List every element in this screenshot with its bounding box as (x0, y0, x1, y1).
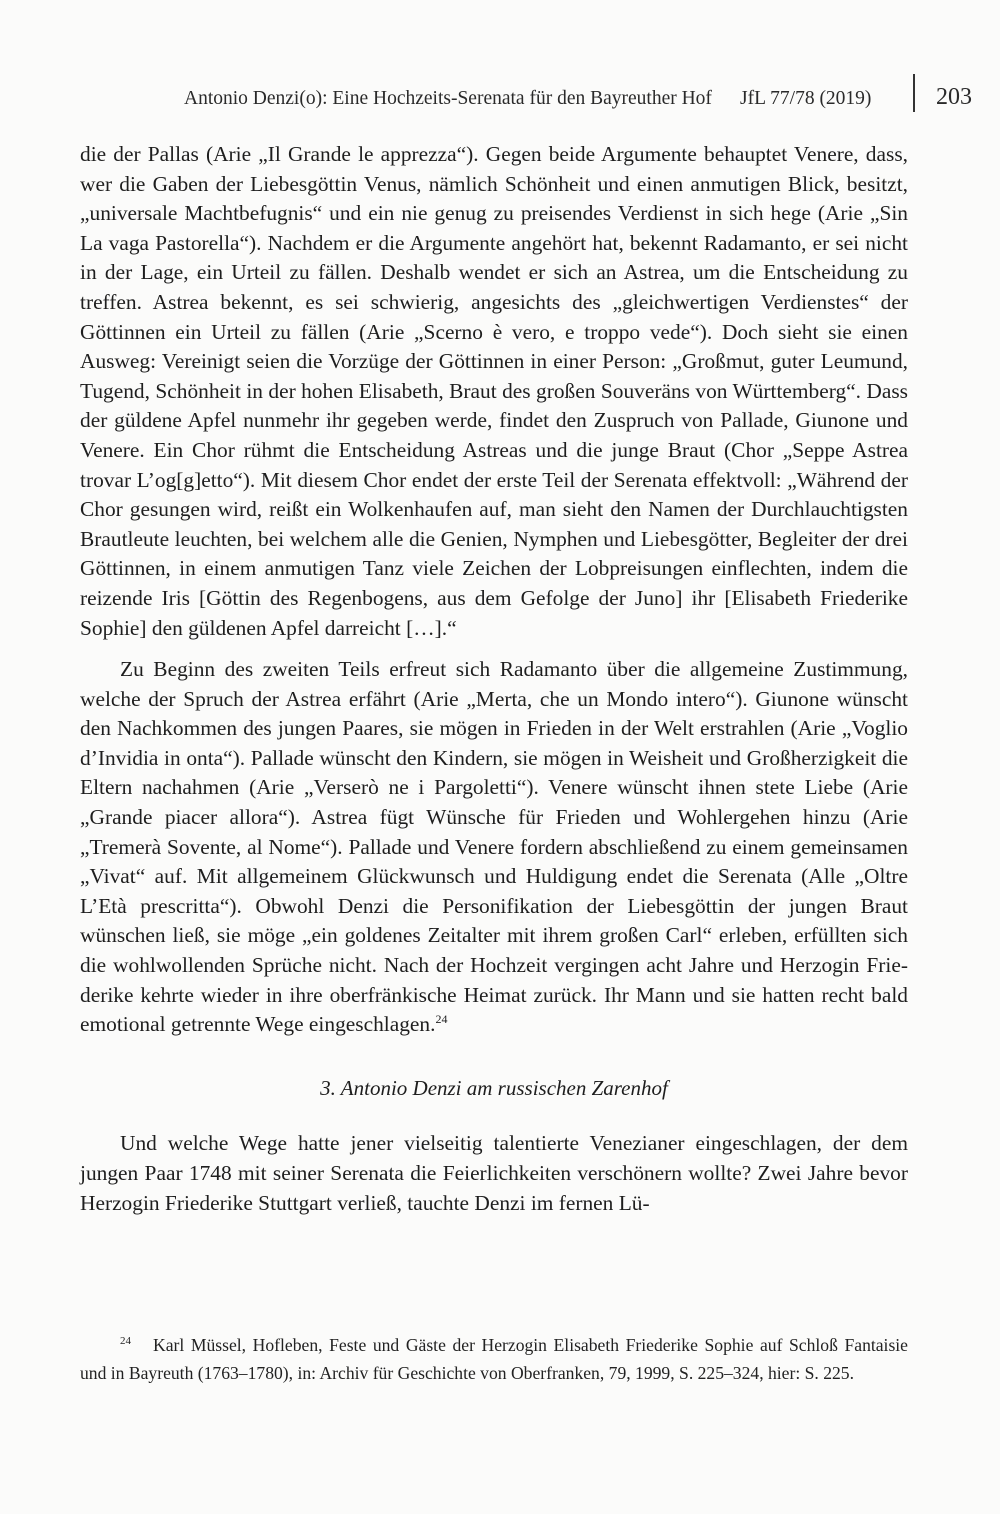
journal-citation: JfL 77/78 (2019) (740, 88, 872, 109)
paragraph-3 (80, 1129, 908, 1218)
footnote-number: 24 (120, 1335, 131, 1348)
footnote-24 (80, 1332, 908, 1387)
main-text (80, 140, 908, 1218)
paragraph-3-text: Und welche Wege hatte jener vielseitig talentierte Venezianer eingeschlagen, der dem jungen Paar 1748 mit seiner Serenata die Feierlichkeiten verschönern wollte? Zwei Jahre bevor Herzogin Friederike Stuttgart verließ, tauchte Denzi im fernen Lü- (80, 1131, 908, 1215)
header-divider (913, 74, 915, 112)
paragraph-2-text: Zu Beginn des zweiten Teils erfreut sich Radamanto über die allgemeine Zustimmung, welche der Spruch der Astrea erfährt (Arie „Merta, che un Mondo intero“). Giunone wünscht den Nachkommen des jungen Paares, sie mögen in Frieden in der Welt erstrahlen (Arie „Voglio d’Invidia in onta“). Pallade wünscht den Kindern, sie mögen in Weisheit und Großherzigkeit die Eltern nachahmen (Arie „Verserò ne i Pargoletti“). Venere wünscht ihnen stete Liebe (Arie „Grande piacer allora“). Astrea fügt Wünsche für Frieden und Wohlergehen hinzu (Arie „Tremerà Sovente, al Nome“). Pallade und Venere fordern abschließend zu einem gemeinsamen „Vivat“ auf. Mit allgemeinem Glückwunsch und Huldigung endet die Serenata (Alle „Oltre L’Età prescritta“). Obwohl Denzi die Personifikation der Liebesgöttin der jungen Braut wünschen ließ, sie möge „ein goldenes Zeitalter mit ihrem großen Carl“ erleben, erfüllten sich die wohlwollenden Sprüche nicht. Nach der Hochzeit vergingen acht Jahre und Herzogin Friederike kehrte wieder in ihre oberfränkische Heimat zurück. Ihr Mann und sie hatten recht bald emotional getrennte Wege eingeschlagen. (80, 657, 908, 1037)
section-heading: 3. Antonio Denzi am russischen Zarenhof (320, 1075, 668, 1100)
paragraph-2 (80, 655, 908, 1040)
running-title: Antonio Denzi(o): Eine Hochzeits-Serenata für den Bayreuther Hof (184, 88, 712, 109)
footnote-text: Karl Müssel, Hofleben, Feste und Gäste der Herzogin Elisabeth Friederike Sophie auf Schloß Fantaisie und in Bayreuth (1763–1780), in: Archiv für Geschichte von Oberfranken, 79, 1999, S. 225–324, hier: S. 225. (80, 1335, 908, 1383)
paragraph-1-text: die der Pallas (Arie „Il Grande le apprezza“). Gegen beide Argumente behauptet Venere, dass, wer die Gaben der Liebesgöttin Venus, nämlich Schönheit und einen anmutigen Blick, besitzt, „universale Machtbefugnis“ und ein nie genug zu preisendes Verdienst in sich hege (Arie „Sin La vaga Pastorella“). Nachdem er die Argumente angehört hat, bekennt Radamanto, er sei nicht in der Lage, ein Urteil zu fällen. Deshalb wendet er sich an Astrea, um die Entscheidung zu treffen. Astrea bekennt, es sei schwierig, angesichts des „gleichwertigen Verdienstes“ der Göttinnen ein Urteil zu fällen (Arie „Scerno è vero, e troppo vede“). Doch sieht sie einen Ausweg: Vereinigt seien die Vorzüge der Göttinnen in einer Person: „Großmut, guter Leumund, Tugend, Schönheit in der hohen Elisabeth, Braut des großen Souveräns von Württemberg“. Dass der güldene Apfel nunmehr ihr gegeben werde, findet den Zuspruch von Pallade, Giunone und Venere. Ein Chor rühmt die Entscheidung Astreas und die junge Braut (Chor „Seppe Astrea trovar L’og[g]etto“). Mit diesem Chor endet der erste Teil der Serenata effektvoll: „Während der Chor gesungen wird, reißt ein Wolkenhaufen auf, man sieht den Namen der Durchlauchtigsten Brautleute leuchten, bei welchem alle die Genien, Nymphen und Liebesgötter, Begleiter der drei Göttinnen, in einem anmutigen Tanz viele Zeichen der Lobpreisungen einflechten, indem die reizende Iris [Göttin des Regenbogens, aus dem Gefolge der Juno] ihr [Elisabeth Friederike Sophie] den güldenen Apfel darreicht […].“ (80, 142, 908, 640)
footnotes (80, 1332, 908, 1387)
page-number: 203 (936, 84, 972, 110)
footnote-reference[interactable]: 24 (435, 1012, 448, 1027)
running-header (184, 82, 972, 116)
paragraph-1 (80, 140, 908, 643)
